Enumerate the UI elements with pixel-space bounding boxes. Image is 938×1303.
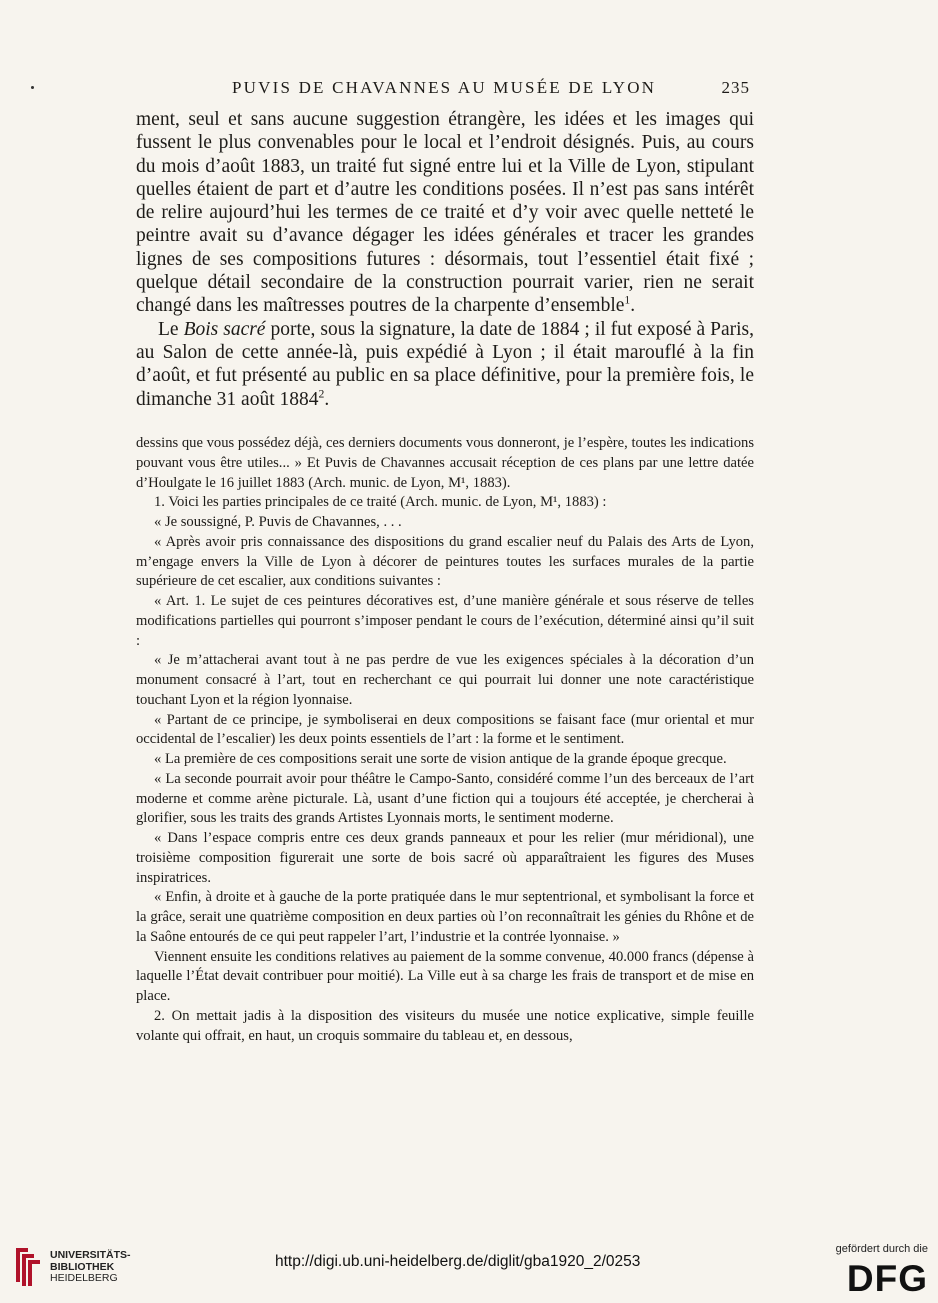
footnote-line: « Dans l’espace compris entre ces deux grands panneaux et pour les relier (mur méridional), une troisième composition figurerait une sorte de bois sacré où apparaîtraient les figures des Muses inspiratrices.	[136, 830, 754, 886]
dfg-logo[interactable]	[828, 1243, 928, 1303]
footer-bar	[0, 1225, 938, 1303]
library-logo-icon	[12, 1246, 42, 1288]
footnote-ref-2[interactable]: 2	[318, 387, 325, 401]
footnote-line: « Je m’attacherai avant tout à ne pas perdre de vue les exigences spéciales à la décoration d’un monument consacré à l’art, tout en recherchant ce qui pourrait lui donner une note caractéristique touchant Lyon et la région lyonnaise.	[136, 652, 754, 708]
digital-copy-link[interactable]: http://digi.ub.uni-heidelberg.de/diglit/gba1920_2/0253	[275, 1253, 641, 1270]
footnote-line: « La seconde pourrait avoir pour théâtre le Campo-Santo, considéré comme l’un des berceaux de l’art moderne et comme arène picturale. Là, usant d’une fiction qui a toujours été acceptée, je chercherai à glorifier, sous les traits des grands Artistes Lyonnais morts, le sentiment moderne.	[136, 770, 754, 827]
footnote-line: « La première de ces compositions serait une sorte de vision antique de la grande époque grecque.	[154, 751, 727, 767]
main-text	[136, 108, 754, 411]
page-number: 235	[721, 78, 750, 97]
footnote-1: 1. Voici les parties principales de ce traité (Arch. munic. de Lyon, M¹, 1883) :	[154, 494, 607, 511]
footnote-line: « Je soussigné, P. Puvis de Chavannes, . . .	[154, 514, 402, 530]
footnotes	[136, 434, 754, 1046]
dfg-wordmark: DFG	[846, 1258, 928, 1299]
paragraph-1: ment, seul et sans aucune suggestion étrangère, les idées et les images qui fussent le plus convenables pour le local et l’endroit désignés. Puis, au cours du mois d’août 1883, un traité fut signé entre lui et la Ville de Lyon, stipulant quelles étaient de part et d’autre les conditions posées. Il n’est pas sans intérêt de relire aujourd’hui les termes de ce traité et d’y voir avec quelle netteté le peintre avait su d’avance dégager les idées générales et tracer les grandes lignes de ses compositions futures : désormais, tout l’essentiel était fixé ; quelque détail secondaire de la construction pourrait varier, rien ne serait changé dans les maîtresses poutres de la charpente d’ensemble$^1$.	[136, 109, 754, 317]
university-library-logo[interactable]	[12, 1246, 152, 1290]
footnote-ref-1[interactable]: 1	[624, 293, 631, 307]
footnote-2: 2. On mettait jadis à la disposition des visiteurs du musée une notice explicative, simple feuille volante qui offrait, en haut, un croquis sommaire du tableau et, en dessous,	[136, 1007, 754, 1044]
footnote-continuation: dessins que vous possédez déjà, ces derniers documents vous donneront, je l’espère, toutes les indications pouvant vous être utiles... » Et Puvis de Chavannes accusait réception de ces plans par une lettre datée d’Houlgate le 16 juillet 1883 (Arch. munic. de Lyon, M¹, 1883).	[136, 435, 754, 491]
footnote-line: « Partant de ce principe, je symboliserai en deux compositions se faisant face (mur oriental et mur occidental de l’escalier) les deux points essentiels de l’art : la forme et le sentiment.	[136, 711, 754, 748]
footnote-line: « Art. 1. Le sujet de ces peintures décoratives est, d’une manière générale et sous réserve de telles modifications partielles qui pourront s’imposer pendant le cours de l’exécution, déterminé ainsi qu’il suit :	[136, 593, 754, 649]
footnote-line: « Après avoir pris connaissance des dispositions du grand escalier neuf du Palais des Arts de Lyon, m’engage envers la Ville de Lyon à décorer de peintures toutes les surfaces murales de la partie supérieure de cet escalier, aux conditions suivantes :	[136, 533, 754, 590]
running-title: PUVIS DE CHAVANNES AU MUSÉE DE LYON	[232, 78, 657, 97]
footnote-line: « Enfin, à droite et à gauche de la porte pratiquée dans le mur septentrional, et symbolisant la force et la grâce, serait une quatrième composition en deux parties où l’on reconnaîtrait les génies du Rhône et de la Saône entourés de ce qui peut rappeler l’art, l’industrie et la contrée lyonnaise. »	[136, 889, 754, 945]
margin-dot	[31, 86, 34, 89]
funded-by-label: gefördert durch die	[835, 1243, 928, 1255]
paragraph-2: Le Bois sacré porte, sous la signature, la date de 1884 ; il fut exposé à Paris, au Salon de cette année-là, puis expédié à Lyon ; il était marouflé à la fin d’août, et fut présenté au public en sa place définitive, pour la première fois, le dimanche 31 août 1884$^2$.	[136, 318, 754, 410]
artwork-title: Bois sacré	[183, 318, 266, 340]
library-logo-text: UNIVERSITÄTS- BIBLIOTHEK HEIDELBERG	[50, 1249, 131, 1284]
running-head	[130, 74, 750, 102]
footnote-line: Viennent ensuite les conditions relatives au paiement de la somme convenue, 40.000 francs (dépense à laquelle l’État devait contribuer pour moitié). La Ville eut à sa charge les frais de transport et de mise en place.	[136, 948, 754, 1004]
